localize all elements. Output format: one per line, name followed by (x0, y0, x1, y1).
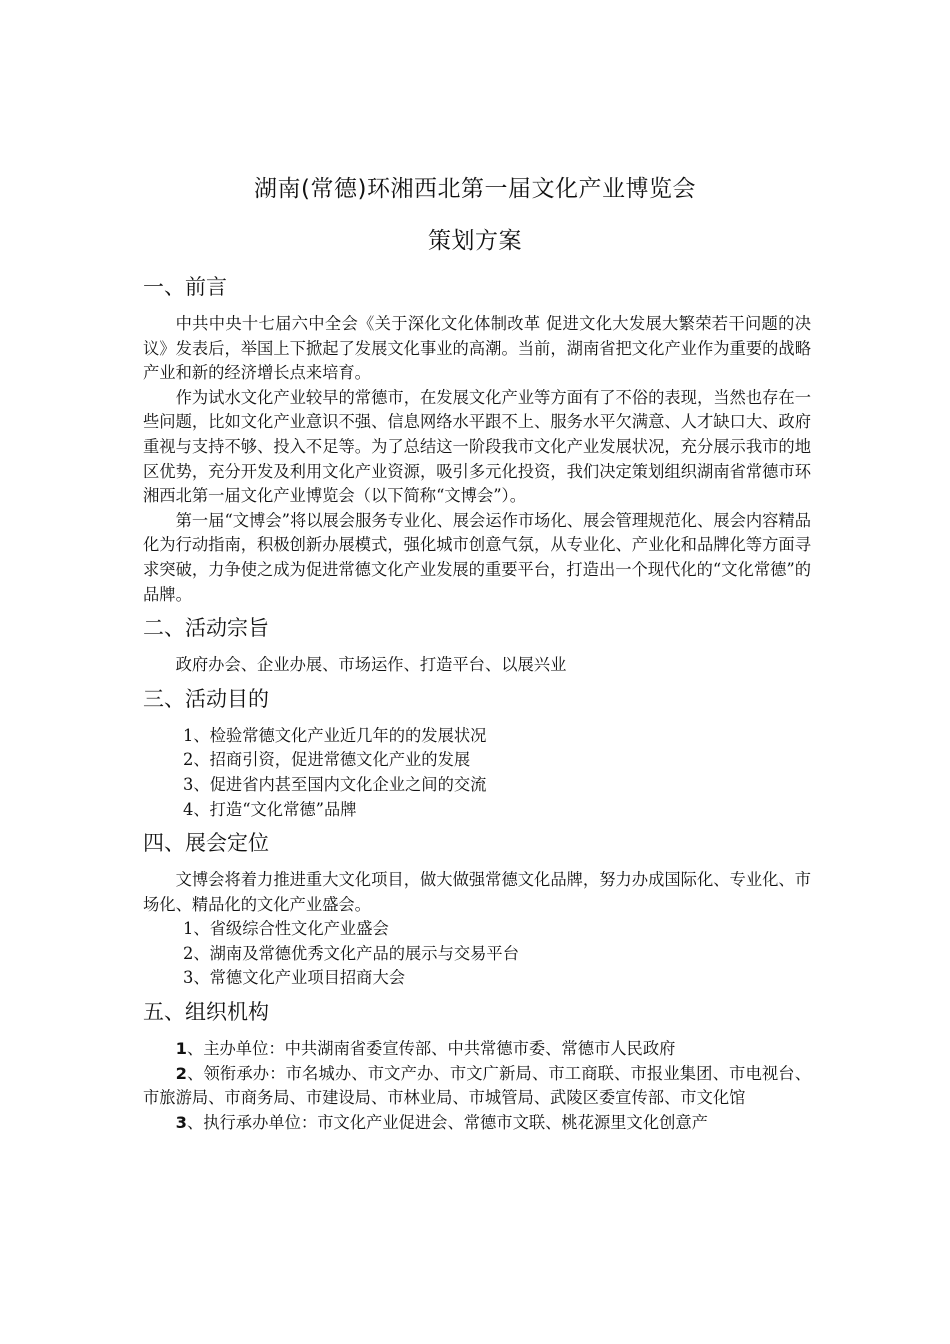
organization-entry-number: 3 (175, 1112, 187, 1132)
organization-entry-3 (143, 1111, 811, 1136)
goal-item-3: 3、促进省内甚至国内文化企业之间的交流 (183, 774, 487, 794)
organization-entry-text: 、执行承办单位：市文化产业促进会、常德市文联、桃花源里文化创意产 (186, 1112, 708, 1132)
organization-entry-text: 、领衔承办：市名城办、市文产办、市文广新局、市工商联、市报业集团、市电视台、市旅游局、市商务局、市建设局、市林业局、市城管局、武陵区委宣传部、市文化馆 (143, 1063, 811, 1108)
positioning-item-2: 2、湖南及常德优秀文化产品的展示与交易平台 (183, 943, 519, 963)
preface-paragraph-1: 中共中央十七届六中全会《关于深化文化体制改革 促进文化大发展大繁荣若干问题的决议》发表后，举国上下掀起了发展文化事业的高潮。当前，湖南省把文化产业作为重要的战略产业和新的经济增长点来培育。 (143, 314, 811, 383)
organization-entry-number: 2 (175, 1063, 187, 1083)
section-heading-goals: 三、活动目的 (143, 686, 269, 711)
positioning-item-3: 3、常德文化产业项目招商大会 (183, 968, 406, 988)
section-heading-preface: 一、前言 (143, 275, 227, 299)
preface-paragraph-2: 作为试水文化产业较早的常德市，在发展文化产业等方面有了不俗的表现，当然也存在一些问题，比如文化产业意识不强、信息网络水平跟不上、服务水平欠满意、人才缺口大、政府重视与支持不够、投入不足等。为了总结这一阶段我市文化产业发展状况，充分展示我市的地区优势，充分开发及利用文化产业资源，吸引多元化投资，我们决定策划组织湖南省常德市环湘西北第一届文化产业博览会（以下简称“文博会”）。 (143, 387, 811, 506)
organization-entry-1 (143, 1037, 811, 1062)
goal-item-2: 2、招商引资，促进常德文化产业的发展 (183, 750, 471, 770)
goal-item-4: 4、打造“文化常德”品牌 (183, 799, 357, 819)
organization-entry-number: 1 (175, 1039, 187, 1059)
section-heading-positioning: 四、展会定位 (143, 831, 269, 856)
goal-item-1: 1、检验常德文化产业近几年的的发展状况 (183, 725, 487, 745)
section-heading-organization: 五、组织机构 (143, 1000, 269, 1025)
document-subtitle: 策划方案 (428, 228, 522, 254)
positioning-item-1: 1、省级综合性文化产业盛会 (183, 919, 389, 939)
document-body (143, 270, 811, 1135)
preface-paragraph-3: 第一届“文博会”将以展会服务专业化、展会运作市场化、展会管理规范化、展会内容精品化为行动指南，积极创新办展模式，强化城市创意气氛，从专业化、产业化和品牌化等方面寻求突破，力争使之成为促进常德文化产业发展的重要平台，打造出一个现代化的“文化常德”的品牌。 (143, 510, 811, 604)
positioning-intro: 文博会将着力推进重大文化项目，做大做强常德文化品牌，努力办成国际化、专业化、市场化、精品化的文化产业盛会。 (143, 870, 811, 914)
organization-entry-2 (143, 1062, 811, 1111)
purpose-text: 政府办会、企业办展、市场运作、打造平台、以展兴业 (175, 655, 567, 675)
document-title: 湖南(常德)环湘西北第一届文化产业博览会 (254, 176, 696, 202)
section-heading-purpose: 二、活动宗旨 (143, 616, 269, 641)
organization-entry-text: 、主办单位：中共湖南省委宣传部、中共常德市委、常德市人民政府 (186, 1039, 676, 1059)
